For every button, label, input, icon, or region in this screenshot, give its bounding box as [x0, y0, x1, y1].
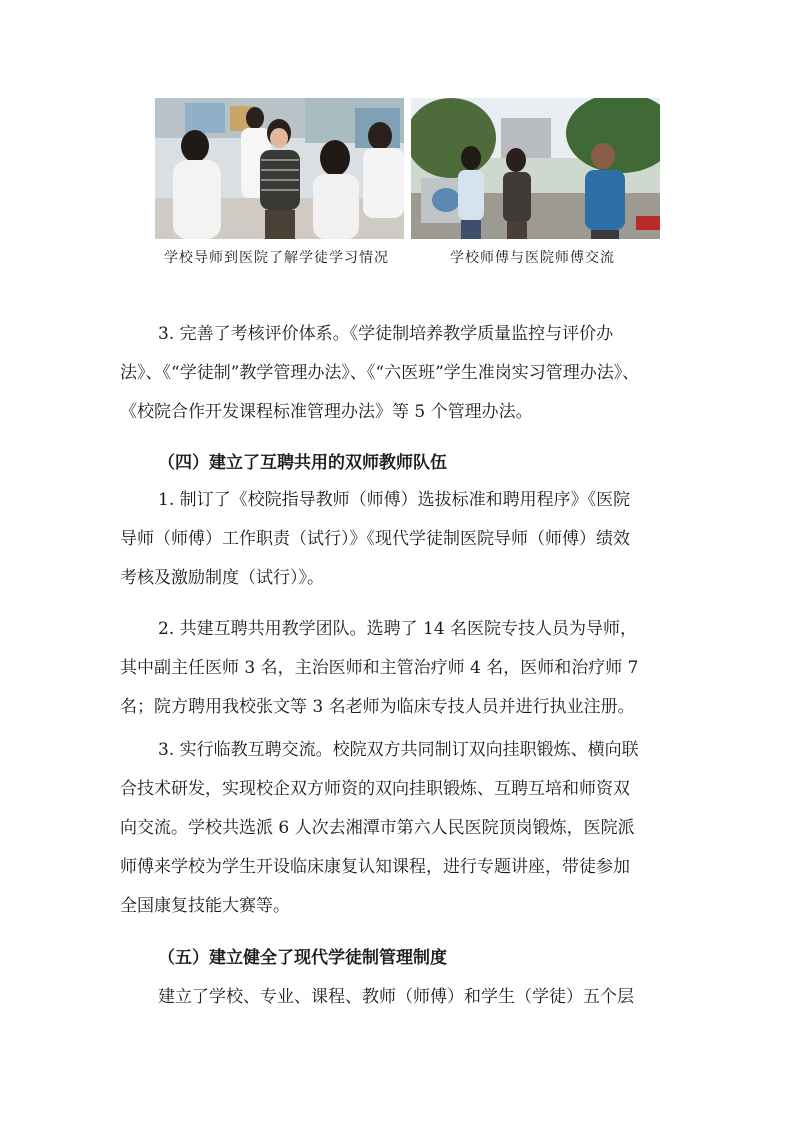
text-line: 师傅来学校为学生开设临床康复认知课程，进行专题讲座，带徒参加: [120, 857, 630, 877]
section-heading-4: [120, 444, 680, 483]
text-line: 《校院合作开发课程标准管理办法》等 5 个管理办法。: [120, 402, 533, 422]
paragraph-assessment-system: [120, 315, 680, 432]
text-line: 其中副主任医师 3 名，主治医师和主管治疗师 4 名，医师和治疗师 7: [120, 658, 639, 678]
text-line: 法》、《“学徒制”教学管理办法》、《“六医班”学生准岗实习管理办法》、: [120, 363, 640, 383]
text-line: 考核及激励制度（试行）》。: [120, 568, 324, 588]
text-line: 3. 实行临教互聘交流。校院双方共同制订双向挂职锻炼、横向联: [158, 740, 639, 760]
photo-caption-left: 学校导师到医院了解学徒学习情况: [164, 250, 389, 266]
section-heading-text: （五）建立健全了现代学徒制管理制度: [158, 948, 447, 968]
photo-caption-right: 学校师傅与医院师傅交流: [450, 250, 615, 266]
paragraph-exchange: [120, 731, 680, 926]
section-heading-5: [120, 939, 680, 978]
text-line: 名；院方聘用我校张文等 3 名老师为临床专技人员并进行执业注册。: [120, 697, 635, 717]
paragraph-teaching-team: [120, 610, 680, 727]
text-line: 导师（师傅）工作职责（试行）》《现代学徒制医院导师（师傅）绩效: [120, 529, 630, 549]
text-line: 1. 制订了《校院指导教师（师傅）选拔标准和聘用程序》《医院: [158, 490, 631, 510]
text-line: 向交流。学校共选派 6 人次去湘潭市第六人民医院顶岗锻炼，医院派: [120, 818, 635, 838]
text-line: 全国康复技能大赛等。: [120, 896, 290, 916]
text-line: 建立了学校、专业、课程、教师（师傅）和学生（学徒）五个层: [158, 987, 634, 1007]
photo-mentor-exchange: [411, 98, 660, 239]
text-line: 3. 完善了考核评价体系。《学徒制培养教学质量监控与评价办: [158, 324, 614, 344]
text-line: 合技术研发，实现校企双方师资的双向挂职锻炼、互聘互培和师资双: [120, 779, 630, 799]
section-heading-text: （四）建立了互聘共用的双师教师队伍: [158, 453, 447, 473]
photo-tutor-visit: [155, 98, 404, 239]
paragraph-management-system: [120, 978, 680, 1017]
paragraph-selection-standards: [120, 481, 680, 598]
text-line: 2. 共建互聘共用教学团队。选聘了 14 名医院专技人员为导师，: [158, 619, 638, 639]
